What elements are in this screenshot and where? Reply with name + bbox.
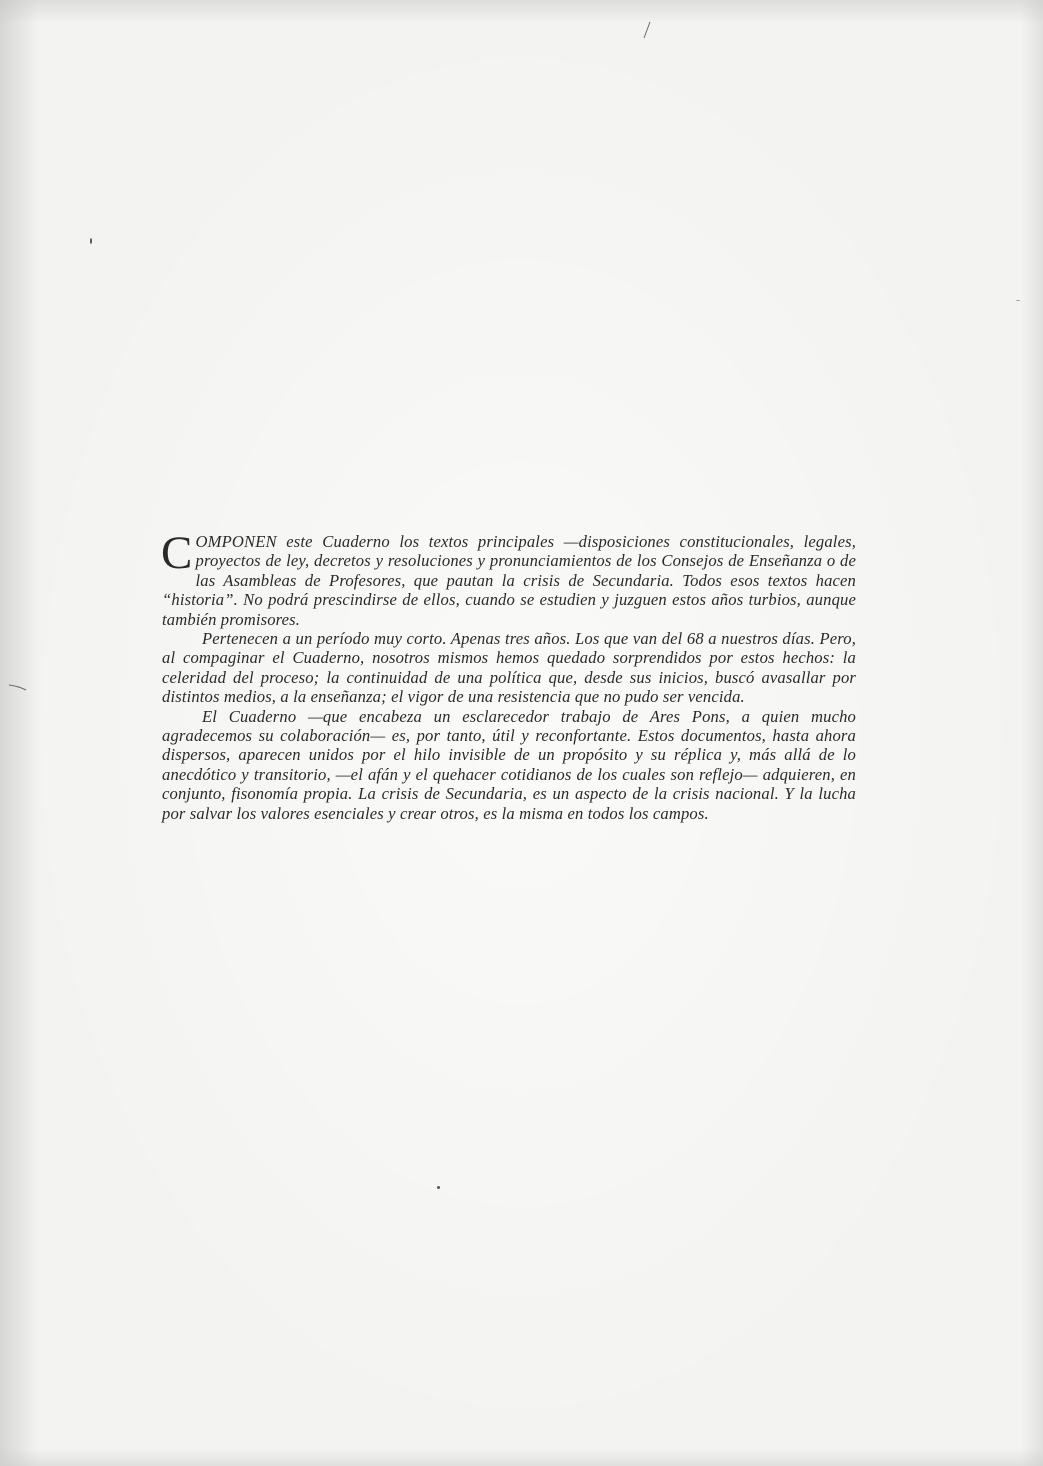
scan-mark-left <box>8 682 28 692</box>
scan-edge-bottom <box>0 1448 1043 1466</box>
paragraph-3: El Cuaderno —que encabeza un esclarecedor trabajo de Ares Pons, a quien mucho agradecemos su colaboración— es, por tanto, útil y reconfortante. Estos documentos, hasta ahora dispersos, aparecen unidos por el hilo invisible de un propósito y su réplica y, más allá de lo anecdótico y transitorio, —el afán y el quehacer cotidianos de los cuales son reflejo— adquieren, en conjunto, fisonomía propia. La crisis de Secundaria, es un aspecto de la crisis nacional. Y la lucha por salvar los valores esenciales y crear otros, es la misma en todos los campos. <box>162 706 856 823</box>
scan-speck <box>437 1186 440 1189</box>
scan-edge-top <box>0 0 1043 24</box>
drop-cap: C <box>161 527 193 579</box>
scan-edge-right <box>1021 0 1043 1466</box>
scan-speck <box>90 238 92 244</box>
paragraph-1 <box>161 527 856 629</box>
paragraph-1-text: OMPONEN este Cuaderno los textos principales —disposiciones constitucionales, legales, proyectos de ley, decretos y resoluciones y pronunciamientos de los Consejos de Enseñanza o de las Asambleas de Profesores, que pautan la crisis de Secundaria. Todos esos textos hacen “historia”. No podrá prescindirse de ellos, cuando se estudien y juzguen estos años turbios, aunque también promisores. <box>162 532 856 629</box>
scan-edge-left <box>0 0 38 1466</box>
scan-speck <box>1016 300 1020 301</box>
scan-mark-top <box>640 20 652 40</box>
body-text <box>161 527 856 823</box>
paragraph-2: Pertenecen a un período muy corto. Apenas tres años. Los que van del 68 a nuestros días. Pero, al compaginar el Cuaderno, nosotros mismos hemos quedado sorprendidos por estos hechos: la celeridad del proceso; la continuidad de una política que, desde sus inicios, buscó avasallar por distintos medios, a la enseñanza; el vigor de una resistencia que no pudo ser vencida. <box>162 629 856 707</box>
